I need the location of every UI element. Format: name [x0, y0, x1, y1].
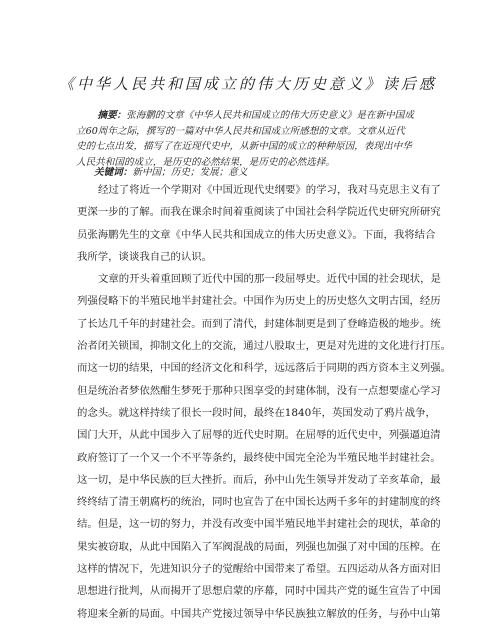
abstract-text: 张海鹏的文章《中华人民共和国成立的伟大历史意义》是在新中国成 [126, 110, 414, 121]
body-text-line: 国门大开，从此中国步入了屈辱的近代史时期。在屈辱的近代史中，列强逼迫清 [77, 429, 441, 442]
body-text-line: 终终结了清王朝腐朽的统治，同时也宣告了在中国长达两千多年的封建制度的终 [77, 496, 441, 509]
body-text-line: 经过了将近一个学期对《中国近现代史纲要》的学习，我对马克思主义有了 [98, 184, 441, 196]
body-text-line: 结。但是，这一切的努力，并没有改变中国半殖民地半封建社会的现状，革命的 [77, 518, 441, 531]
document-title: 《中华人民共和国成立的伟大历史意义》读后感 [58, 75, 437, 93]
abstract [76, 108, 428, 170]
keywords-label: 关键词： [94, 167, 133, 178]
body-text-line: 员张海鹏先生的文章《中华人民共和国成立的伟大历史意义》。下面，我将结合 [77, 228, 436, 241]
keywords [94, 165, 248, 180]
body-text-line: 治者闭关锁国，抑制文化上的交流，通过八股取士，更是对先进的文化进行打压。 [77, 340, 452, 353]
body-text-line: 我所学，谈谈我自己的认识。 [77, 250, 213, 263]
body-text-line: 文章的开头着重回顾了近代中国的那一段屈辱史。近代中国的社会现状，是 [98, 273, 441, 286]
body-text-line: 列强侵略下的半殖民地半封建社会。中国作为历史上的历史悠久文明古国，经历 [77, 295, 441, 308]
body-text-line: 了长达几千年的封建社会。而到了清代，封建体制更是到了登峰造极的地步。统 [77, 317, 441, 330]
body-text-line: 政府签订了一个又一个不平等条约，最终使中国完全沦为半殖民地半封建社会。 [77, 451, 441, 464]
body-text-line: 将迎来全新的局面。中国共产党接过领导中华民族独立解放的任务，与孙中山第 [77, 607, 441, 620]
abstract-line: 人民共和国的成立，是历史的必然结果，是历史的必然选择。 [76, 156, 336, 168]
abstract-line [76, 108, 428, 124]
body-text-line: 更深一步的了解。而我在课余时间着重阅读了中国社会科学院近代史研究所研究 [77, 206, 441, 219]
document-body [77, 179, 452, 625]
abstract-label: 摘要： [97, 110, 127, 121]
abstract-line: 立60周年之际，撰写的一篇对中华人民共和国成立所感想的文章。文章从近代 [76, 125, 405, 137]
abstract-line: 史的七点出发，描写了在近现代史中，从新中国的成立的种种原因，表现出中华 [76, 141, 412, 152]
body-text-line: 果实被窃取，从此中国陷入了军阀混战的局面，列强也加强了对中国的压榨。在 [77, 540, 441, 553]
body-text-line: 而这一切的结果，中国的经济文化和科学，远远落后于同期的西方资本主义列强。 [77, 362, 452, 375]
body-text-line: 的念头。就这样持续了很长一段时间，最终在1840年，英国发动了鸦片战争， [77, 406, 436, 419]
body-text-line: 但是统治者梦依然酣生梦死于那种只图享受的封建体制，没有一点想要虚心学习 [77, 384, 441, 397]
body-text-line: 这一切，是中华民族的巨大挫折。而后，孙中山先生领导并发动了辛亥革命，最 [77, 473, 441, 486]
body-text-line: 这样的情况下，先进知识分子的觉醒给中国带来了希望。五四运动从各方面对旧 [77, 563, 441, 576]
body-text-line: 思想进行批判，从而揭开了思想启蒙的序幕，同时中国共产党的诞生宣告了中国 [77, 585, 441, 598]
keywords-text: 新中国；历史；发展；意义 [132, 167, 248, 178]
